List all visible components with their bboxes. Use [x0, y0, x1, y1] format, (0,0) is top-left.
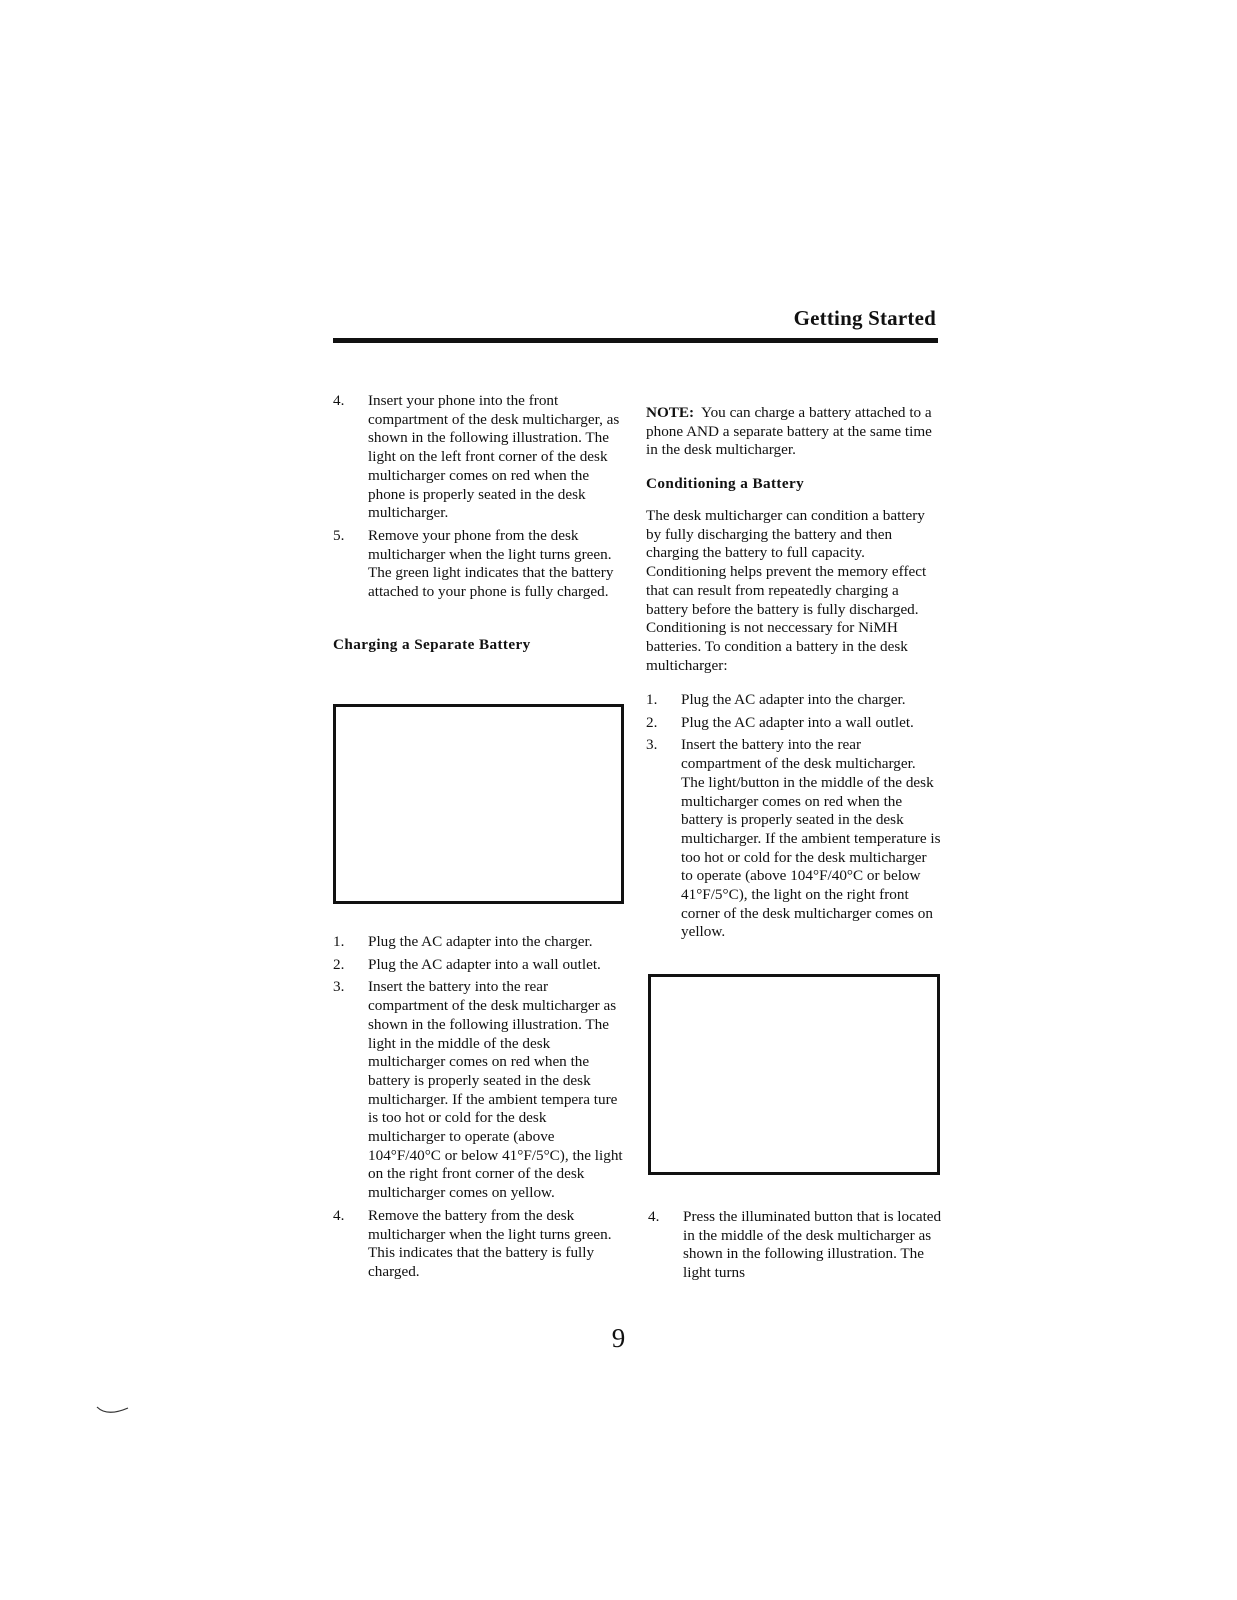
step-number: 3.	[333, 978, 345, 996]
step-number: 4.	[648, 1208, 660, 1225]
illustration-placeholder	[333, 704, 624, 904]
step-number: 1.	[333, 933, 345, 950]
step-number: 4.	[333, 1206, 345, 1224]
illustration-placeholder	[648, 974, 940, 1175]
scan-mark	[96, 1404, 130, 1416]
list-item	[333, 1207, 625, 1282]
left-steps-bottom	[333, 933, 625, 1286]
list-item	[333, 527, 625, 602]
step-text: Plug the AC adapter into a wall outlet.	[368, 955, 601, 973]
page-header	[333, 304, 938, 343]
step-text: Insert the battery into the rear compartment of the desk multicharger. The light/button in the middle of the desk multicharger comes on red when the battery is properly seated in the desk multicharger. If the ambient temperature is too hot or cold for the desk multicharger to operate (above 104°F/40°C or below 41°F/5°C), the light on the right front corner of the desk multicharger comes on yellow.	[681, 736, 941, 941]
step-text: Press the illuminated button that is located in the middle of the desk multicharger as shown in the following illustration. The light turns	[683, 1208, 942, 1282]
heading-charging-separate-battery: Charging a Separate Battery	[333, 636, 531, 653]
note-paragraph	[646, 404, 942, 460]
step-text: Remove the battery from the desk multicharger when the light turns green. This indicates that the battery is fully charged.	[368, 1206, 612, 1280]
step-text: Remove your phone from the desk multicharger when the light turns green. The green light indicates that the battery attached to your phone is fully charged.	[368, 526, 614, 601]
conditioning-paragraph	[646, 507, 942, 675]
section-title: Getting Started	[793, 306, 936, 330]
list-item	[333, 978, 625, 1202]
list-item	[333, 933, 625, 952]
note-label: NOTE:	[646, 404, 695, 421]
step-text: Insert the battery into the rear compartment of the desk multicharger as shown in the following illustration. The light in the middle of the desk multicharger comes on red when the battery is properly seated in the desk multicharger. If the ambient tempera ture is too hot or cold for the desk multicharger to operate (above 104°F/40°C or below 41°F/5°C), the light on the right front corner of the desk multicharger comes on yellow.	[368, 978, 623, 1202]
step-number: 1.	[646, 691, 658, 708]
step-text: Plug the AC adapter into the charger.	[681, 691, 906, 708]
list-item	[646, 736, 942, 942]
list-item	[646, 691, 942, 710]
step-number: 3.	[646, 736, 658, 754]
right-step-4	[648, 1208, 942, 1287]
step-text: Plug the AC adapter into the charger.	[368, 933, 593, 950]
step-text: Insert your phone into the front compartment of the desk multicharger, as shown in the following illustration. The light on the left front corner of the desk multicharger comes on red when the phone is properly seated in the desk multicharger.	[368, 392, 620, 522]
list-item	[648, 1208, 942, 1283]
list-item	[646, 714, 942, 733]
step-number: 5.	[333, 526, 345, 544]
left-steps-top	[333, 392, 625, 606]
step-number: 2.	[646, 713, 658, 731]
step-number: 4.	[333, 392, 345, 409]
heading-conditioning-battery: Conditioning a Battery	[646, 475, 805, 492]
list-item	[333, 956, 625, 975]
page-number: 9	[611, 1323, 626, 1353]
step-text: Plug the AC adapter into a wall outlet.	[681, 713, 914, 731]
step-number: 2.	[333, 955, 345, 973]
right-steps	[646, 691, 942, 946]
list-item	[333, 392, 625, 523]
note-text: You can charge a battery attached to a phone AND a separate battery at the same time in the desk multicharger.	[646, 404, 932, 459]
body-text: The desk multicharger can condition a battery by fully discharging the battery and then charging the battery to full capacity. Conditioning helps prevent the memory effect that can result from repeatedly charging a battery before the battery is fully discharged. Conditioning is not neccessary for NiMH batteries. To condition a battery in the desk multicharger:	[646, 507, 927, 674]
